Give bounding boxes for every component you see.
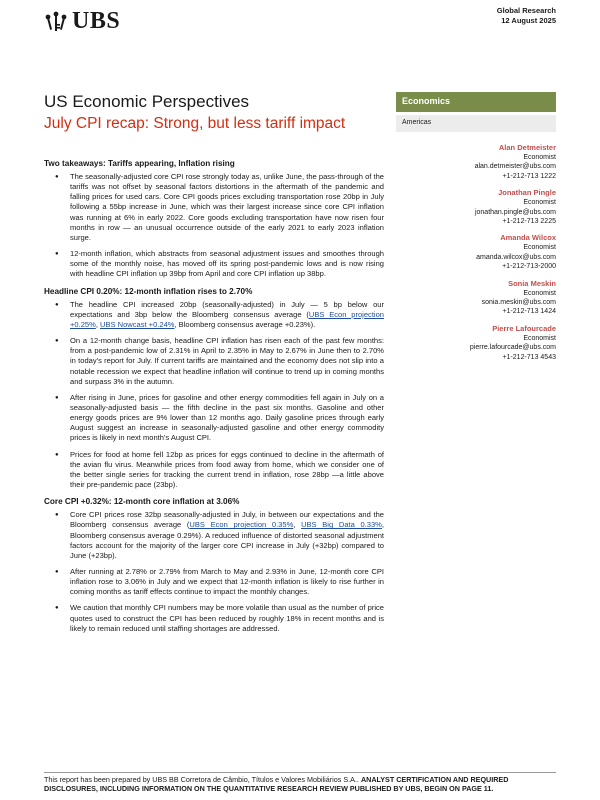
section-heading: Two takeaways: Tariffs appearing, Inflation rising [44, 159, 235, 168]
page-title: US Economic Perspectives [44, 92, 250, 111]
author-name: Jonathan Pingle [498, 188, 556, 198]
author-email[interactable]: sonia.meskin@ubs.com [481, 299, 556, 307]
region-label: Americas [396, 115, 556, 132]
ubs-logo [44, 8, 120, 35]
section-heading: Headline CPI 0.20%: 12-month inflation rises to 2.70% [44, 286, 253, 296]
author-title: Economist [523, 199, 556, 207]
author-name: Sonia Meskin [508, 278, 556, 288]
bullet-text: The headline CPI increased 20bp (seasonally-adjusted) in July — 5 bp below our expectations and 3bp below the Bloomberg consensus average ( [70, 299, 384, 319]
sidebar [396, 92, 556, 369]
bullet-text: , Bloomberg consensus average +0.23%). [174, 319, 316, 329]
ubs-econ-projection-link[interactable]: UBS Econ projection +0.25% [70, 309, 385, 329]
bullet-item [44, 300, 384, 330]
ubs-econ-projection-link[interactable]: UBS Econ projection 0.35% [189, 520, 294, 530]
bullet-list [44, 300, 384, 491]
bullet-item [44, 510, 384, 561]
bullet-list [44, 172, 384, 280]
bullet-item: ● 12-month inflation, which abstracts from seasonal adjustment issues and smoothes through some of the monthly noise, has moved off its spring post-pandemic lows and is now rising with headline CPI inflation up 39bp from April and core CPI inflation up 38bp. [44, 249, 384, 279]
page-subtitle: July CPI recap: Strong, but less tariff impact [44, 115, 346, 132]
ubs-big-data-link[interactable]: UBS Big Data 0.33% [301, 520, 382, 530]
author-name: Alan Detmeister [498, 143, 556, 152]
bullet-text: Core CPI prices rose 32bp seasonally-adjusted in July, in between our expectations and the Bloomberg consensus average ( [70, 510, 384, 530]
disclaimer-text: This report has been prepared by UBS BB Corretora de Câmbio, Títulos e Valores Mobiliários S.A.. [44, 775, 361, 784]
bullet-list [44, 510, 384, 634]
author-name: Pierre Lafourcade [492, 323, 556, 333]
report-date: 12 August 2025 [501, 16, 556, 25]
report-meta [497, 6, 556, 26]
author-title: Economist [523, 289, 556, 297]
ubs-keys-icon [44, 11, 68, 33]
bullet-text: , Bloomberg consensus average 0.29%). A reduced influence of distorted seasonal adjustment factors account for the majority of the larger core CPI increase in July (+32bp) compared to June (+23bp). [70, 520, 384, 560]
disclaimer [44, 772, 556, 793]
author-email[interactable]: amanda.wilcox@ubs.com [476, 253, 556, 261]
bullet-item: ● After rising in June, prices for gasoline and other energy commodities fell again in July on a seasonally-adjusted basis — the fifth decline in the past six months. Gasoline and other energy goods prices are 9% lower than 12 months ago. Daily gasoline prices through early August suggest an increase in seasonally-adjusted gasoline and other energy commodity prices is likely in next month's August CPI. [44, 393, 384, 444]
report-body [44, 158, 384, 640]
logo-text: UBS [72, 8, 121, 34]
bullet-item: ● Prices for food at home fell 12bp as prices for eggs continued to decline in the aftermath of the avian flu virus. Meanwhile prices from food away from home, which we consider one of the better single series for tracking the current trend in inflation, rose 28bp —a little above their pre-pandemic pace (23bp). [44, 450, 384, 491]
author-list [396, 143, 556, 362]
section-heading: Core CPI +0.32%: 12-month core inflation at 3.06% [44, 497, 240, 507]
author-name: Amanda Wilcox [500, 233, 556, 243]
author-card [396, 143, 556, 181]
author-phone: +1-212-713-2000 [502, 263, 556, 271]
author-email[interactable]: pierre.lafourcade@ubs.com [469, 344, 556, 352]
bullet-item: ● We caution that monthly CPI numbers may be more volatile than usual as the number of price quotes used to construct the CPI has been reduced by roughly 18% in recent months and is likely to remain reduced until staffing shortages are addressed. [44, 603, 384, 633]
author-title: Economist [523, 154, 556, 161]
author-phone: +1-212-713 2225 [502, 218, 556, 226]
author-phone: +1-212-713 1222 [502, 172, 556, 180]
author-card [396, 233, 556, 271]
author-phone: +1-212-713 4543 [502, 353, 556, 361]
bullet-text: , [95, 319, 101, 329]
author-email[interactable]: jonathan.pingle@ubs.com [474, 208, 556, 216]
author-email[interactable]: alan.detmeister@ubs.com [474, 163, 556, 171]
report-type: Global Research [496, 6, 556, 15]
author-card [396, 279, 556, 317]
author-card [396, 188, 556, 226]
disclaimer-bold: ANALYST CERTIFICATION AND REQUIRED DISCLOSURES, INCLUDING INFORMATION ON THE QUANTITATIVE RESEARCH REVIEW PUBLISHED BY UBS, BEGIN ON PAGE 11. [44, 775, 509, 793]
bullet-item: ● On a 12-month change basis, headline CPI inflation has risen each of the past few months: from a post-pandemic low of 2.31% in April to 2.35% in May to 2.67% in June then to 2.70% in today's report for July. If current tariffs are maintained and the economy does not slip into a notable recession we expect that headline inflation will continue to trend up in coming months and surpass 3% in the autumn. [44, 336, 384, 387]
author-title: Economist [523, 244, 556, 252]
bullet-text: , [293, 520, 302, 530]
ubs-nowcast-link[interactable]: UBS Nowcast +0.24% [100, 319, 175, 329]
author-card [396, 324, 556, 362]
bullet-item: ● After running at 2.78% or 2.79% from March to May and 2.93% in June, 12-month core CPI inflation rose to 3.06% in July and we expect that 12-month inflation is likely to rise further in coming months as tariff effects continue to impact the monthly changes. [44, 567, 384, 597]
author-title: Economist [523, 334, 556, 342]
category-label: Economics [396, 92, 556, 112]
bullet-item: ● The seasonally-adjusted core CPI rose strongly today as, unlike June, the pass-through of the tariffs was not offset by seasonal factors distortions in the aftermath of the pandemic and falling prices for used cars. Core CPI goods prices excluding transportation rose 20bp in July following a 55bp increase in June, which was their largest increase since core CPI inflation was running at 6% in early 2022. Core goods excluding transportation have now risen four months in row — an unusual occurrence outside of the early 2021 to early 2023 inflation surge. [44, 172, 384, 243]
author-phone: +1-212-713 1424 [502, 308, 556, 316]
